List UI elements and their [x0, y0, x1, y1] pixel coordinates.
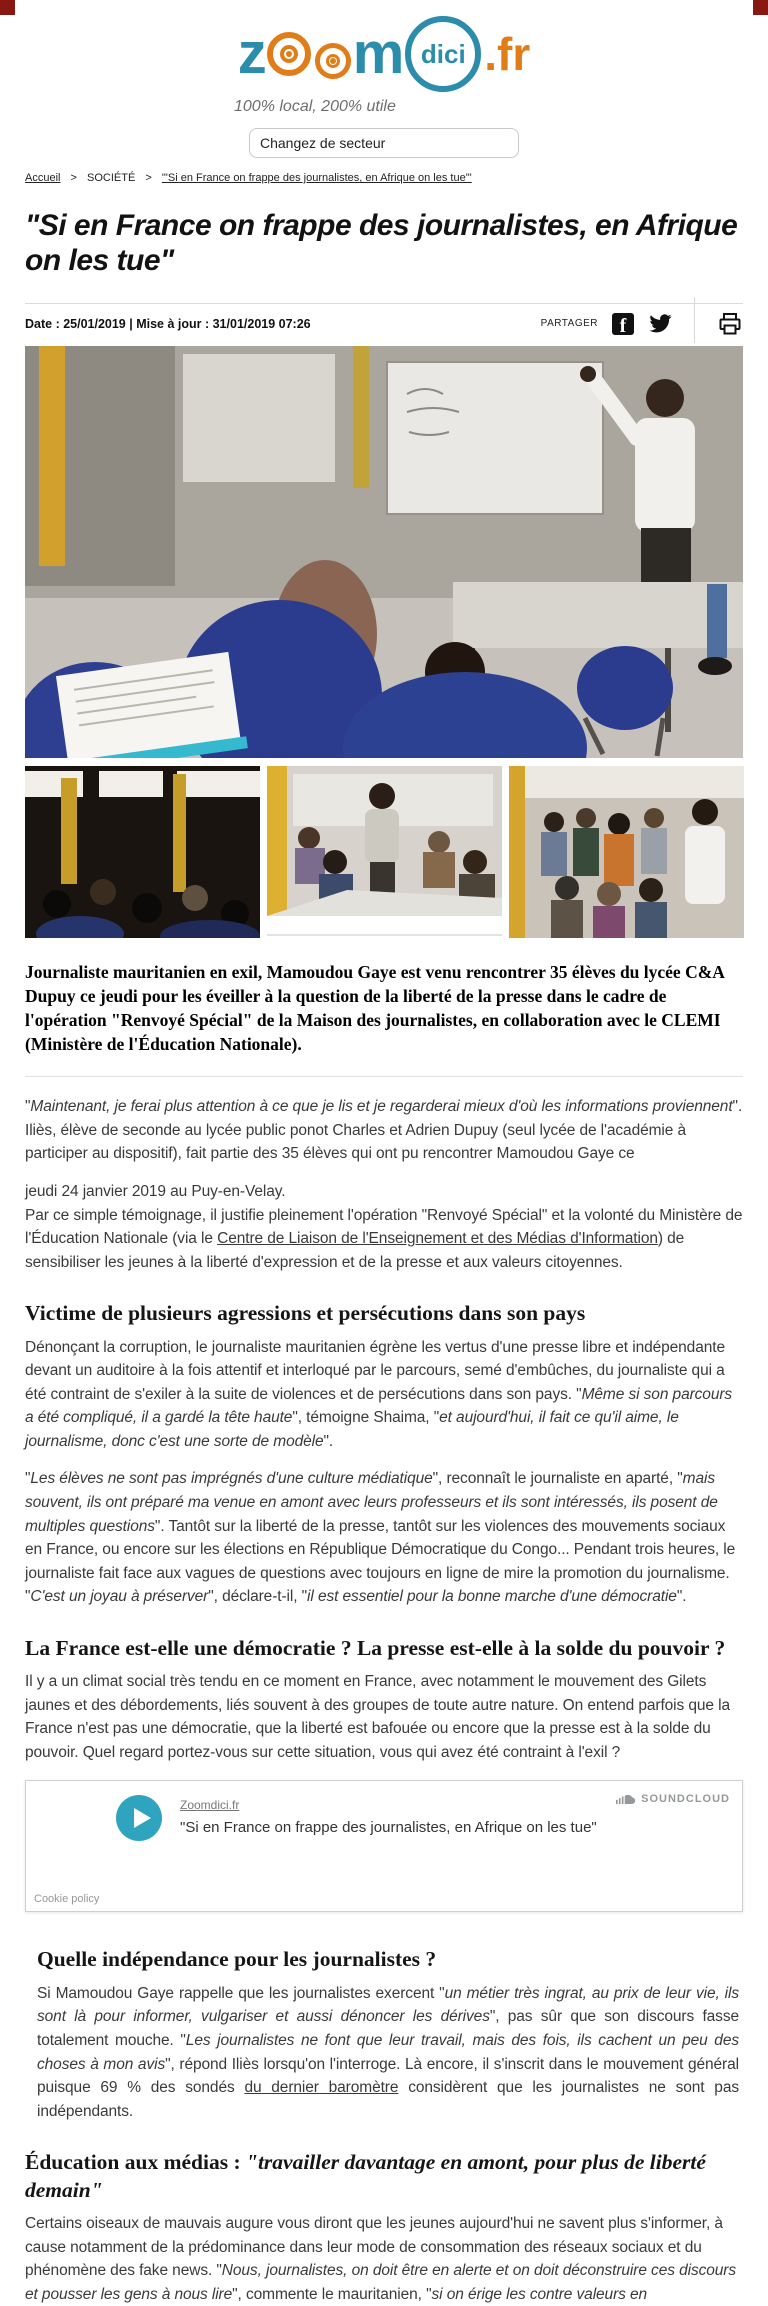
breadcrumb-separator: > — [70, 172, 77, 184]
breadcrumb — [25, 172, 743, 184]
page-corner-mark — [0, 0, 15, 15]
article-main-photo — [25, 346, 743, 758]
photo-thumbnails — [25, 766, 743, 938]
share-bar — [541, 312, 743, 336]
breadcrumb-separator: > — [145, 172, 152, 184]
article-meta-row — [25, 303, 743, 346]
soundcloud-brand-text: SOUNDCLOUD — [641, 1793, 730, 1806]
share-divider — [694, 297, 695, 343]
article-paragraph: Si Mamoudou Gaye rappelle que les journalistes exercent "un métier très ingrat, au prix de leur vie, ils sont là pour informer, vulgariser et aussi dénoncer les dérives", pas sûr que son discours fasse totalement mouche. "Les journalistes ne font que leur travail, mais des fois, ils cachent un peu des choses à mon avis", répond Iliès lorsqu'on l'interroge. Là encore, il s'inscrit dans le mouvement général puisque 69 % des sondés du dernier baromètre considèrent que les journalistes ne sont pas indépendants. — [37, 1984, 739, 2120]
target-o-icon — [267, 32, 311, 76]
facebook-share-icon[interactable]: f — [612, 313, 634, 335]
breadcrumb-current-page: "'Si en France on frappe des journalistes, en Afrique on les tue'" — [161, 172, 472, 184]
thumbnail-photo-1[interactable] — [25, 766, 260, 938]
article-intro: Journaliste mauritanien en exil, Mamoudou Gaye est venu rencontrer 35 élèves du lycée C&A Dupuy ce jeudi pour les éveiller à la question de la liberté de la presse dans le cadre de l'opération "Renvoyé Spécial" de la Maison des journalistes, en collaboration avec le CLEMI (Ministère de l'Éducation Nationale). — [25, 961, 724, 1055]
target-o-icon — [315, 43, 351, 79]
thumbnail-photo-3[interactable] — [509, 766, 744, 938]
soundcloud-cloud-icon — [616, 1793, 636, 1805]
article-paragraph: jeudi 24 janvier 2019 au Puy-en-Velay. Par ce simple témoignage, il justifie pleinement l'opération "Renvoyé Spécial" et la volonté du Ministère de l'Éducation Nationale (via le Centre de Liaison de l'Enseignement et des Médias d'Information) de sensibiliser les jeunes à la liberté d'expression et de la presse et aux valeurs citoyennes. — [25, 1182, 743, 1271]
thumbnail-caption-strip — [267, 916, 502, 936]
page-corner-mark — [753, 0, 768, 15]
section-heading-persecutions: Victime de plusieurs agressions et persécutions dans son pays — [25, 1301, 586, 1326]
cookie-policy-link[interactable]: Cookie policy — [34, 1893, 100, 1906]
site-logo[interactable] — [0, 10, 768, 98]
logo-dici-circle — [405, 16, 481, 92]
article-date: Date : 25/01/2019 | Mise à jour : 31/01/2019 07:26 — [25, 316, 311, 331]
section-heading-education: Éducation aux médias : "travailler davantage en amont, pour plus de liberté demain" — [25, 2150, 706, 2202]
soundcloud-track-title: "Si en France on frappe des journalistes, en Afrique on les tue" — [180, 1819, 597, 1837]
section-heading-democratie: La France est-elle une démocratie ? La presse est-elle à la solde du pouvoir ? — [25, 1635, 726, 1660]
logo-text-m: m — [352, 21, 403, 86]
site-tagline: 100% local, 200% utile — [234, 98, 396, 115]
article-paragraph: "Maintenant, je ferai plus attention à ce que je lis et je regarderai mieux d'où les informations proviennent". Iliès, élève de seconde au lycée public ponot Charles et Adrien Dupuy (seul lycée de l'académie à participer au dispositif), fait partie des 35 élèves qui ont pu rencontrer Mamoudou Gaye ce — [25, 1098, 743, 1163]
breadcrumb-section[interactable]: SOCIÉTÉ — [87, 172, 136, 184]
article-paragraph: Certains oiseaux de mauvais augure vous diront que les jeunes aujourd'hui ne savent plus s'informer, à cause notamment de la prédominance dans leur mode de consommation des réseaux sociaux et du phénomène des fake news. "Nous, journalistes, on doit être en alerte et on doit déconstruire ces discours et pousser les gens à nous lire", commente le mauritanien, "si on érige les contre valeurs en — [25, 2215, 737, 2303]
article-title: "Si en France on frappe des journalistes, en Afrique on les tue" — [25, 209, 738, 278]
logo-text-z: z — [237, 21, 265, 86]
article-paragraph: Il y a un climat social très tendu en ce moment en France, avec notamment le mouvement des Gilets jaunes et des débordements, liés souvent à des groupes de toute autre nature. On entend parfois que la France n'est pas une démocratie, que la liberté est bafouée ou encore que la presse est à la solde du pouvoir. Quel regard portez-vous sur cette situation, vous qui avez été contraint à l'exil ? — [25, 1673, 731, 1761]
sector-selector[interactable]: Changez de secteur — [249, 128, 519, 158]
logo-text-dici: dici — [420, 38, 466, 69]
logo-text-fr: .fr — [484, 28, 531, 80]
article-paragraph: "Les élèves ne sont pas imprégnés d'une culture médiatique", reconnaît le journaliste en aparté, "mais souvent, ils ont préparé ma venue en amont avec leurs professeurs et ils sont intéressés, ils posent de multiples questions". Tantôt sur la liberté de la presse, tantôt sur les violences des mouvements sociaux en France, ou encore sur les élections en République Démocratique du Congo... Pendant trois heures, le journaliste fait face aux vagues de questions avec toujours en ligne de mire la promotion du journalisme. "C'est un joyau à préserver", déclare-t-il, "il est essentiel pour la bonne marche d'une démocratie". — [25, 1470, 736, 1606]
soundcloud-artist-link[interactable]: Zoomdici.fr — [180, 1798, 240, 1813]
print-icon[interactable] — [717, 312, 743, 336]
soundcloud-play-button[interactable] — [116, 1795, 162, 1841]
article-paragraph: Dénonçant la corruption, le journaliste mauritanien égrène les vertus d'une presse libre et indépendante devant un auditoire à la fois attentif et interloqué par le parcours, semé d'embûches, du journaliste qui a été contraint de s'exiler à la suite de violences et de persécutions dans son pays. "Même si son parcours a été compliqué, il a gardé la tête haute", témoigne Shaima, "et aujourd'hui, il fait ce qu'il aime, le journalisme, donc c'est une sorte de modèle". — [25, 1338, 733, 1450]
site-header — [0, 0, 768, 158]
twitter-share-icon[interactable] — [648, 314, 672, 334]
soundcloud-embed — [25, 1780, 743, 1912]
section-heading-independance: Quelle indépendance pour les journalistes ? — [37, 1947, 437, 1972]
share-label: PARTAGER — [540, 318, 598, 330]
section-divider — [25, 1076, 743, 1077]
soundcloud-brand-link[interactable] — [616, 1793, 730, 1805]
embedded-text-block — [25, 1946, 743, 2123]
breadcrumb-home-link[interactable]: Accueil — [25, 172, 61, 184]
thumbnail-photo-2[interactable] — [267, 766, 502, 938]
